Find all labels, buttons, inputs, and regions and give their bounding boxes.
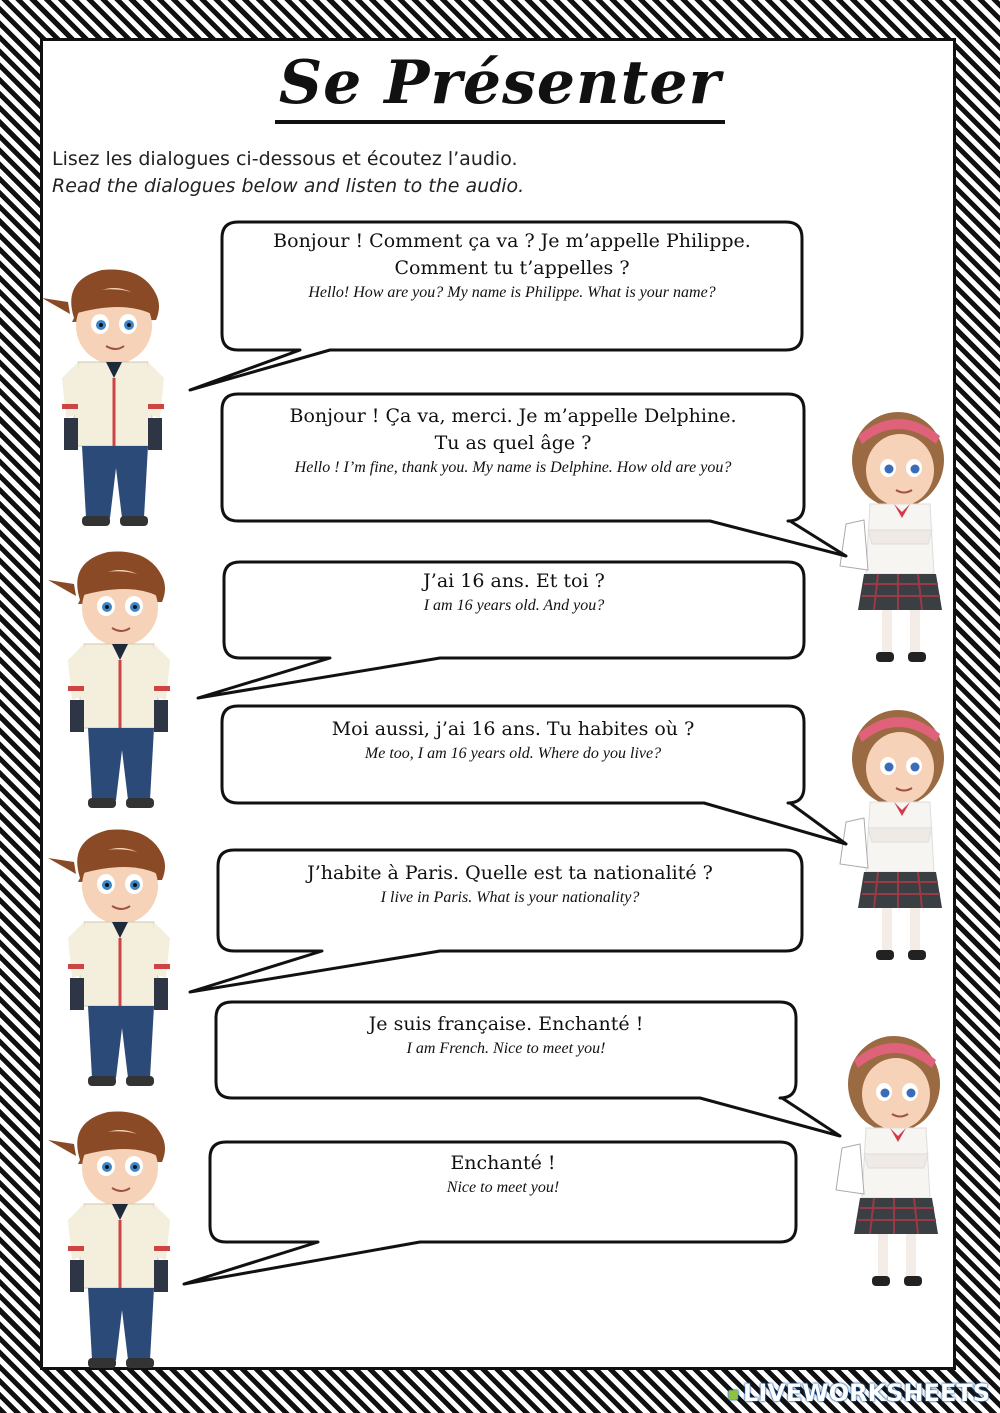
boy-philippe-illustration — [48, 552, 170, 809]
dialogue-4 — [222, 716, 804, 765]
dialogue-6-french: Je suis française. Enchanté ! — [368, 1013, 644, 1035]
page-title: Se Présenter — [0, 48, 1000, 118]
dialogue-7-french: Enchanté ! — [450, 1152, 556, 1174]
instruction-french: Lisez les dialogues ci-dessous et écoutez l’audio. — [52, 148, 518, 170]
dialogue-2 — [222, 403, 804, 479]
dialogue-6 — [216, 1011, 796, 1060]
dialogue-7 — [210, 1150, 796, 1199]
dialogue-3-english: I am 16 years old. And you? — [423, 597, 605, 614]
dialogue-3 — [224, 568, 804, 617]
liveworksheets-logo-icon: ■ — [727, 1387, 740, 1401]
dialogue-1-english: Hello! How are you? My name is Philippe. What is your name? — [308, 284, 716, 301]
dialogue-1-french-line-1: Bonjour ! Comment ça va ? Je m’appelle Philippe. — [273, 230, 751, 252]
dialogue-1-french-line-2: Comment tu t’appelles ? — [394, 257, 630, 279]
instruction-english: Read the dialogues below and listen to the audio. — [52, 175, 525, 197]
dialogue-4-french: Moi aussi, j’ai 16 ans. Tu habites où ? — [331, 718, 695, 740]
boy-philippe-illustration — [48, 830, 170, 1087]
liveworksheets-watermark: ■ LIVEWORKSHEETS — [727, 1379, 990, 1407]
girl-delphine-illustration — [840, 710, 944, 960]
dialogue-1 — [222, 228, 802, 304]
boy-philippe-illustration — [42, 270, 164, 527]
girl-delphine-illustration — [836, 1036, 940, 1286]
dialogue-6-english: I am French. Nice to meet you! — [406, 1040, 606, 1057]
dialogue-2-english: Hello ! I’m fine, thank you. My name is Delphine. How old are you? — [294, 459, 732, 476]
dialogue-5 — [218, 860, 802, 909]
dialogue-4-english: Me too, I am 16 years old. Where do you live? — [364, 745, 662, 762]
dialogue-3-french: J’ai 16 ans. Et toi ? — [423, 570, 605, 592]
dialogue-2-french-line-2: Tu as quel âge ? — [434, 432, 592, 454]
dialogue-5-english: I live in Paris. What is your nationality? — [380, 889, 640, 906]
girl-delphine-illustration — [840, 412, 944, 662]
dialogue-2-french-line-1: Bonjour ! Ça va, merci. Je m’appelle Delphine. — [289, 405, 737, 427]
boy-philippe-illustration — [48, 1112, 170, 1369]
dialogue-7-english: Nice to meet you! — [446, 1179, 560, 1196]
dialogue-5-french: J’habite à Paris. Quelle est ta nationalité ? — [307, 862, 713, 884]
